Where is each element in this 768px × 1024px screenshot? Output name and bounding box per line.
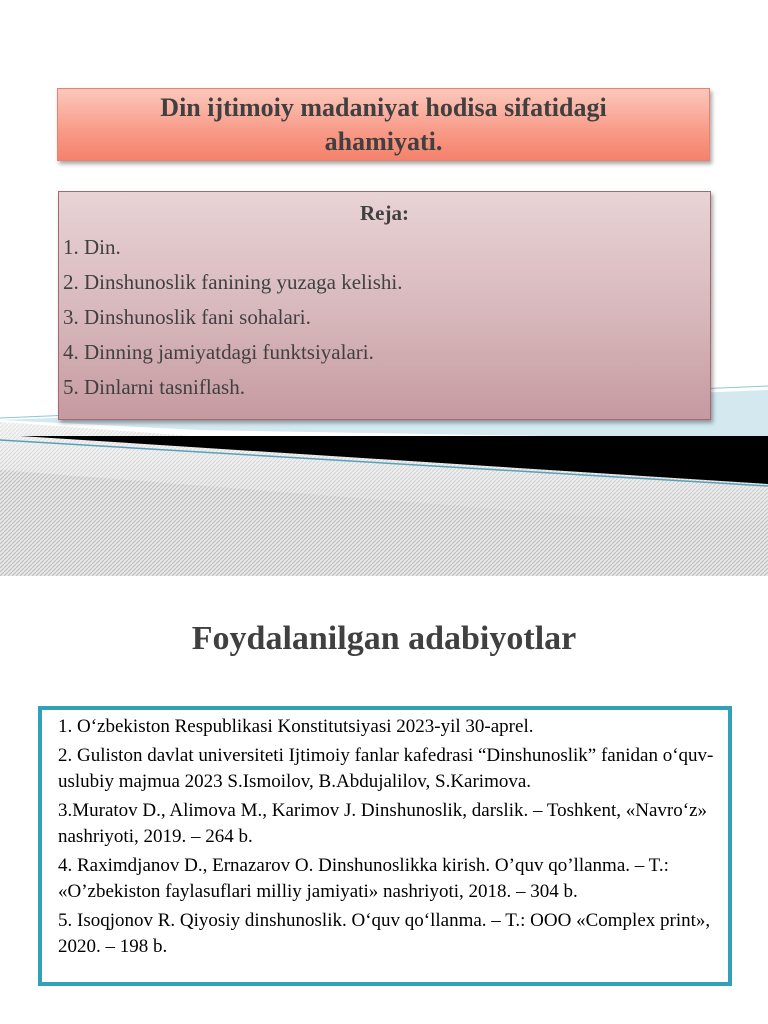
reference-item: 4. Raximdjanov D., Ernazarov O. Dinshunoslikka kirish. O’quv qo’llanma. – T.: «O’zbekiston faylasuflari milliy jamiyati» nashriyoti, 2018. – 304 b. (58, 855, 669, 902)
references-box (38, 706, 732, 986)
reference-item: 3.Muratov D., Alimova M., Karimov J. Dinshunoslik, darslik. – Toshkent, «Navro‘z» nashriyoti, 2019. – 264 b. (58, 800, 708, 847)
plan-heading: Reja: (360, 201, 409, 225)
plan-list (63, 230, 706, 405)
plan-item: 4. Dinning jamiyatdagi funktsiyalari. (63, 340, 374, 364)
plan-box (58, 191, 711, 420)
reference-item: 2. Guliston davlat universiteti Ijtimoiy fanlar kafedrasi “Dinshunoslik” fanidan o‘quv-uslubiy majmua 2023 S.Ismoilov, B.Abdujalilov, S.Karimova. (58, 745, 714, 792)
reference-item: 1. O‘zbekiston Respublikasi Konstitutsiyasi 2023-yil 30-aprel. (58, 716, 534, 737)
plan-item: 3. Dinshunoslik fani sohalari. (63, 305, 311, 329)
plan-item: 5. Dinlarni tasniflash. (63, 375, 245, 399)
slide-title: Din ijtimoiy madaniyat hodisa sifatidagi ahamiyati. (160, 92, 607, 156)
reference-item: 5. Isoqjonov R. Qiyosiy dinshunoslik. O‘quv qo‘llanma. – T.: OOO «Complex print», 2020. – 198 b. (58, 910, 711, 957)
references-title: Foydalanilgan adabiyotlar (191, 620, 577, 657)
references-list (58, 714, 714, 960)
plan-item: 1. Din. (63, 235, 121, 259)
slide-2 (0, 576, 768, 1024)
plan-item: 2. Dinshunoslik fanining yuzaga kelishi. (63, 270, 403, 294)
title-box (57, 88, 710, 161)
